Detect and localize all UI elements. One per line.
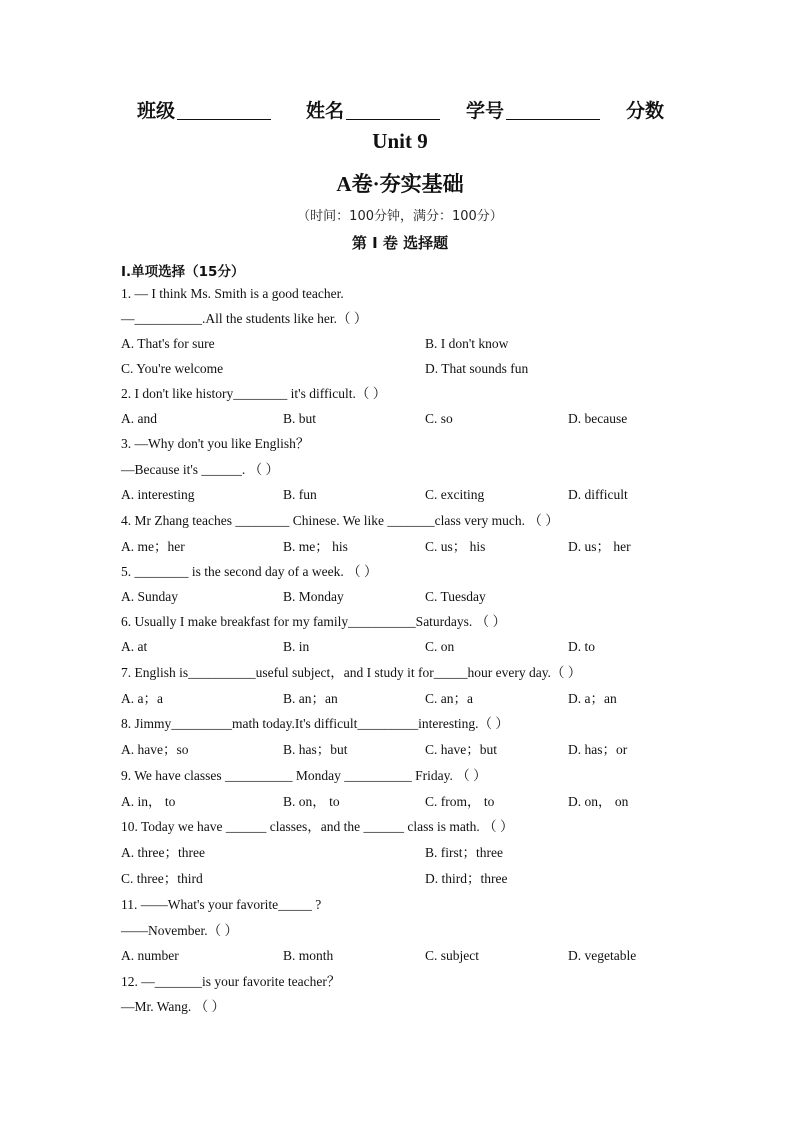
question-8-option-a[interactable]: A. have；so — [121, 742, 189, 757]
question-11-line-1: 11. ——What's your favorite_____ ? — [121, 897, 322, 912]
question-9-option-a[interactable]: A. in， to — [121, 794, 176, 809]
question-5-option-a[interactable]: A. Sunday — [121, 589, 178, 604]
question-2-option-b[interactable]: B. but — [283, 411, 317, 426]
student-id-blank[interactable] — [506, 99, 600, 120]
class-label: 班级 — [137, 100, 176, 122]
question-10-option-c[interactable]: C. three；third — [121, 871, 203, 886]
question-3-option-c[interactable]: C. exciting — [425, 487, 485, 502]
name-label: 姓名 — [306, 100, 345, 122]
question-1-option-d[interactable]: D. That sounds fun — [425, 361, 529, 376]
question-3-line-1: 3. —Why don't you like English？ — [121, 436, 310, 451]
question-4-option-a[interactable]: A. me；her — [121, 539, 185, 554]
question-4-option-d[interactable]: D. us； her — [568, 539, 631, 554]
question-6-option-c[interactable]: C. on — [425, 639, 455, 654]
question-4-line-1: 4. Mr Zhang teaches ________ Chinese. We like _______class very much. （ ） — [121, 513, 559, 528]
question-4-option-b[interactable]: B. me； his — [283, 539, 348, 554]
score-label: 分数 — [626, 100, 665, 122]
unit-title: Unit 9 — [372, 129, 428, 153]
question-4-option-c[interactable]: C. us； his — [425, 539, 486, 554]
question-6-line-1: 6. Usually I make breakfast for my family__________Saturdays. （ ） — [121, 614, 507, 629]
part-title: 第 I 卷 选择题 — [351, 234, 449, 252]
question-1-line-2: —__________.All the students like her.（ ） — [121, 311, 368, 326]
question-10-option-a[interactable]: A. three；three — [121, 845, 205, 860]
question-5-line-1: 5. ________ is the second day of a week. （ ） — [121, 564, 378, 579]
question-3-option-a[interactable]: A. interesting — [121, 487, 195, 502]
question-11-line-2: ——November.（ ） — [121, 923, 238, 938]
question-2-line-1: 2. I don't like history________ it's difficult.（ ） — [121, 386, 387, 401]
section-heading: I.单项选择（15分） — [121, 264, 245, 280]
question-1-option-a[interactable]: A. That's for sure — [121, 336, 215, 351]
question-8-line-1: 8. Jimmy_________math today.It's difficult_________interesting.（ ） — [121, 716, 509, 731]
score-field — [626, 96, 664, 123]
student-info-header — [0, 96, 800, 124]
class-field — [137, 96, 271, 123]
question-12-line-1: 12. —_______is your favorite teacher？ — [121, 974, 341, 989]
question-11-option-c[interactable]: C. subject — [425, 948, 479, 963]
question-10-option-d[interactable]: D. third；three — [425, 871, 508, 886]
question-11-option-a[interactable]: A. number — [121, 948, 179, 963]
question-9-option-d[interactable]: D. on， on — [568, 794, 629, 809]
name-field — [306, 96, 440, 123]
question-8-option-c[interactable]: C. have；but — [425, 742, 497, 757]
student-id-label: 学号 — [466, 100, 505, 122]
question-10-option-b[interactable]: B. first；three — [425, 845, 503, 860]
name-blank[interactable] — [346, 99, 440, 120]
time-note: （时间：100分钟，满分：100分） — [297, 209, 503, 224]
question-1-option-c[interactable]: C. You're welcome — [121, 361, 224, 376]
question-8-option-d[interactable]: D. has；or — [568, 742, 628, 757]
class-blank[interactable] — [177, 99, 271, 120]
student-id-field — [466, 96, 600, 123]
question-3-option-b[interactable]: B. fun — [283, 487, 317, 502]
question-7-option-a[interactable]: A. a；a — [121, 691, 163, 706]
question-7-option-c[interactable]: C. an；a — [425, 691, 473, 706]
question-7-option-b[interactable]: B. an；an — [283, 691, 338, 706]
question-12-line-2: —Mr. Wang. （ ） — [121, 999, 226, 1014]
question-9-option-b[interactable]: B. on， to — [283, 794, 340, 809]
question-7-option-d[interactable]: D. a；an — [568, 691, 617, 706]
paper-title: A卷·夯实基础 — [336, 172, 464, 196]
question-3-line-2: —Because it's ______. （ ） — [121, 462, 280, 477]
question-6-option-d[interactable]: D. to — [568, 639, 595, 654]
question-3-option-d[interactable]: D. difficult — [568, 487, 628, 502]
question-2-option-a[interactable]: A. and — [121, 411, 157, 426]
question-5-option-c[interactable]: C. Tuesday — [425, 589, 486, 604]
question-6-option-a[interactable]: A. at — [121, 639, 148, 654]
question-2-option-d[interactable]: D. because — [568, 411, 628, 426]
question-9-line-1: 9. We have classes __________ Monday __________ Friday. （ ） — [121, 768, 487, 783]
question-2-option-c[interactable]: C. so — [425, 411, 453, 426]
question-10-line-1: 10. Today we have ______ classes，and the ______ class is math. （ ） — [121, 819, 514, 834]
question-1-line-1: 1. — I think Ms. Smith is a good teacher. — [121, 286, 344, 301]
question-1-option-b[interactable]: B. I don't know — [425, 336, 509, 351]
question-8-option-b[interactable]: B. has；but — [283, 742, 348, 757]
question-11-option-d[interactable]: D. vegetable — [568, 948, 637, 963]
question-9-option-c[interactable]: C. from， to — [425, 794, 495, 809]
question-7-line-1: 7. English is__________useful subject，and I study it for_____hour every day.（ ） — [121, 665, 582, 680]
question-11-option-b[interactable]: B. month — [283, 948, 334, 963]
question-5-option-b[interactable]: B. Monday — [283, 589, 344, 604]
question-6-option-b[interactable]: B. in — [283, 639, 310, 654]
